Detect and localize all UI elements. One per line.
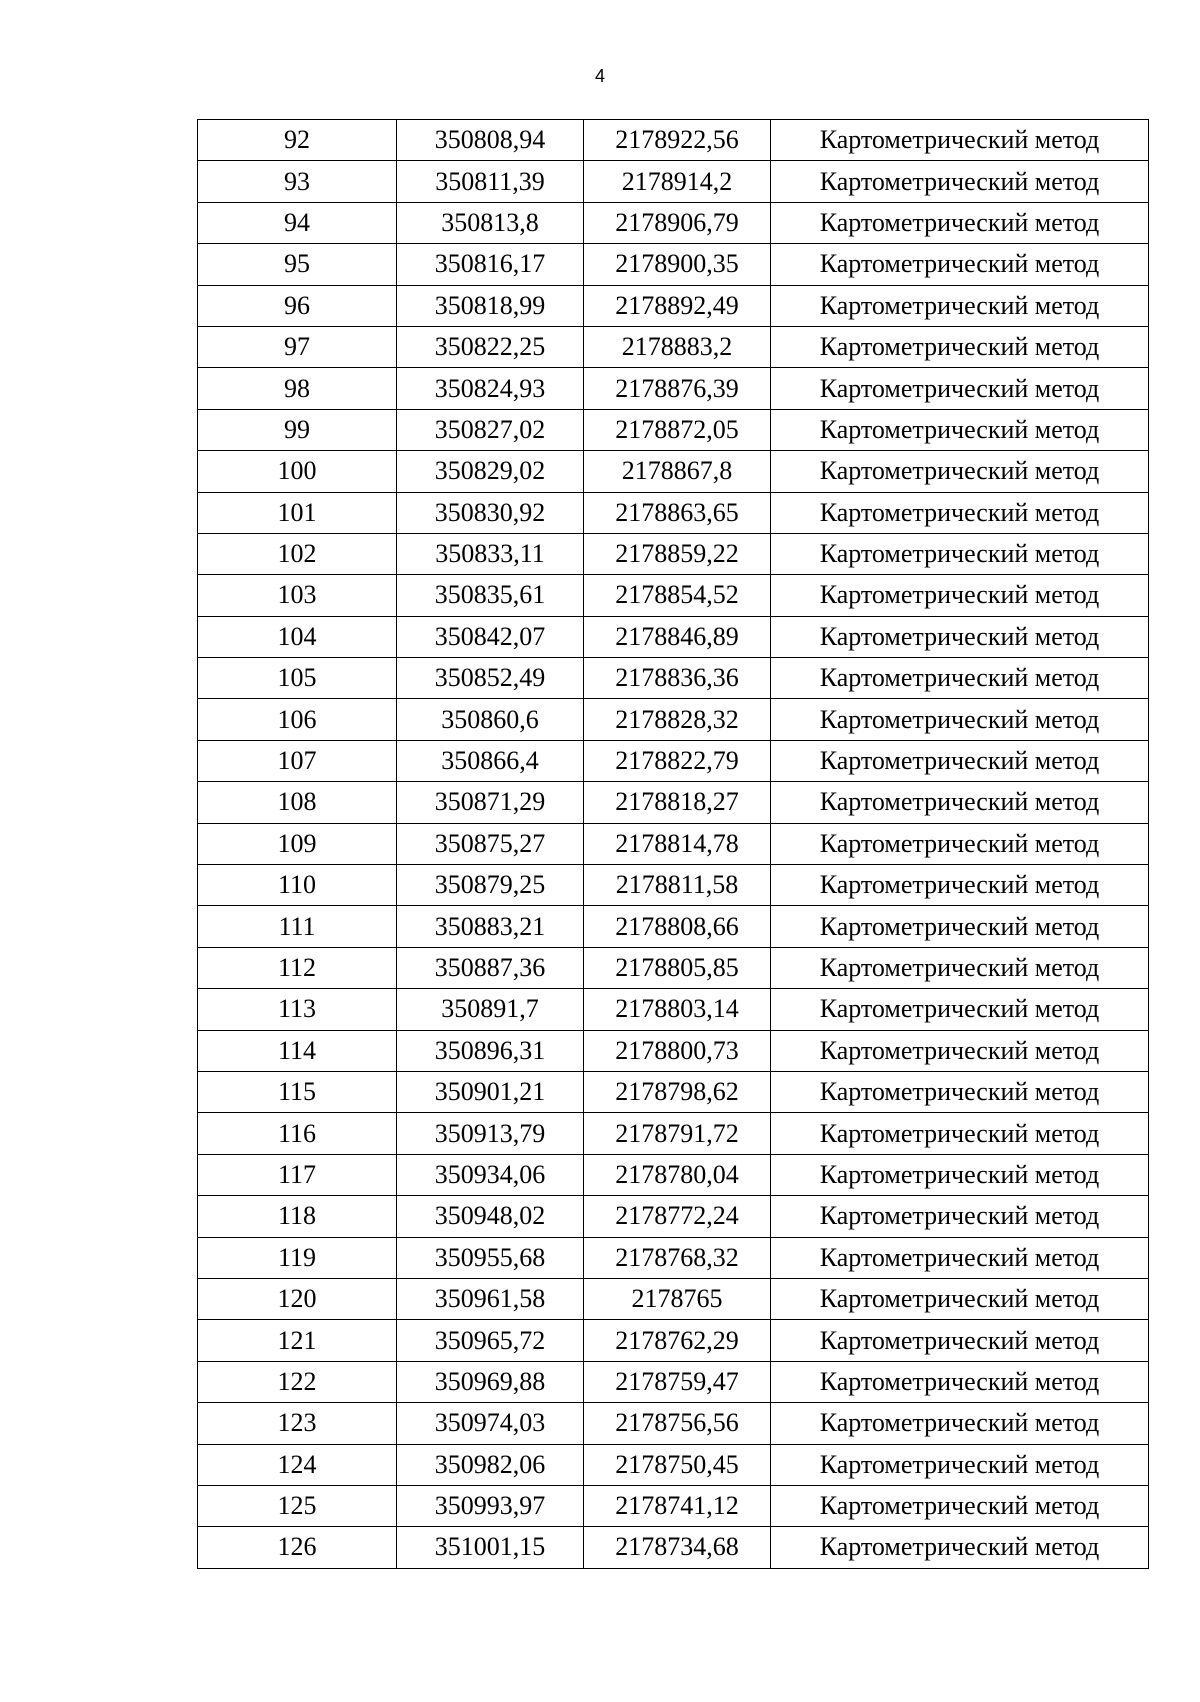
x-coordinate-cell: 350913,79 (397, 1113, 584, 1154)
method-cell: Картометрический метод (771, 658, 1149, 699)
table-row (198, 533, 1149, 574)
table-row (198, 782, 1149, 823)
table-row (198, 823, 1149, 864)
point-number-cell: 104 (198, 616, 397, 657)
table-row (198, 575, 1149, 616)
point-number-cell: 114 (198, 1030, 397, 1071)
y-coordinate-cell: 2178867,8 (584, 451, 771, 492)
method-cell: Картометрический метод (771, 1196, 1149, 1237)
y-coordinate-cell: 2178808,66 (584, 906, 771, 947)
table-row (198, 658, 1149, 699)
x-coordinate-cell: 350842,07 (397, 616, 584, 657)
method-cell: Картометрический метод (771, 616, 1149, 657)
x-coordinate-cell: 350871,29 (397, 782, 584, 823)
method-cell: Картометрический метод (771, 492, 1149, 533)
table-row (198, 368, 1149, 409)
y-coordinate-cell: 2178876,39 (584, 368, 771, 409)
method-cell: Картометрический метод (771, 1527, 1149, 1568)
method-cell: Картометрический метод (771, 1071, 1149, 1112)
x-coordinate-cell: 350948,02 (397, 1196, 584, 1237)
table-row (198, 1403, 1149, 1444)
x-coordinate-cell: 350816,17 (397, 244, 584, 285)
x-coordinate-cell: 350875,27 (397, 823, 584, 864)
point-number-cell: 101 (198, 492, 397, 533)
table-row (198, 202, 1149, 243)
y-coordinate-cell: 2178883,2 (584, 326, 771, 367)
table-row (198, 947, 1149, 988)
x-coordinate-cell: 350993,97 (397, 1485, 584, 1526)
method-cell: Картометрический метод (771, 1485, 1149, 1526)
x-coordinate-cell: 350969,88 (397, 1361, 584, 1402)
method-cell: Картометрический метод (771, 989, 1149, 1030)
y-coordinate-cell: 2178836,36 (584, 658, 771, 699)
x-coordinate-cell: 350891,7 (397, 989, 584, 1030)
y-coordinate-cell: 2178741,12 (584, 1485, 771, 1526)
point-number-cell: 126 (198, 1527, 397, 1568)
x-coordinate-cell: 350830,92 (397, 492, 584, 533)
y-coordinate-cell: 2178872,05 (584, 409, 771, 450)
x-coordinate-cell: 350852,49 (397, 658, 584, 699)
point-number-cell: 98 (198, 368, 397, 409)
coordinates-table (197, 119, 1149, 1569)
y-coordinate-cell: 2178822,79 (584, 740, 771, 781)
method-cell: Картометрический метод (771, 1030, 1149, 1071)
table-row (198, 120, 1149, 161)
table-row (198, 1444, 1149, 1485)
table-row (198, 451, 1149, 492)
method-cell: Картометрический метод (771, 823, 1149, 864)
table-row (198, 409, 1149, 450)
point-number-cell: 110 (198, 865, 397, 906)
x-coordinate-cell: 350824,93 (397, 368, 584, 409)
table-row (198, 699, 1149, 740)
x-coordinate-cell: 351001,15 (397, 1527, 584, 1568)
point-number-cell: 105 (198, 658, 397, 699)
method-cell: Картометрический метод (771, 1361, 1149, 1402)
point-number-cell: 92 (198, 120, 397, 161)
table-row (198, 740, 1149, 781)
y-coordinate-cell: 2178818,27 (584, 782, 771, 823)
x-coordinate-cell: 350901,21 (397, 1071, 584, 1112)
table-row (198, 1320, 1149, 1361)
y-coordinate-cell: 2178750,45 (584, 1444, 771, 1485)
table-row (198, 1113, 1149, 1154)
table-row (198, 1196, 1149, 1237)
y-coordinate-cell: 2178906,79 (584, 202, 771, 243)
point-number-cell: 108 (198, 782, 397, 823)
y-coordinate-cell: 2178762,29 (584, 1320, 771, 1361)
method-cell: Картометрический метод (771, 699, 1149, 740)
method-cell: Картометрический метод (771, 409, 1149, 450)
x-coordinate-cell: 350883,21 (397, 906, 584, 947)
table-row (198, 244, 1149, 285)
method-cell: Картометрический метод (771, 1403, 1149, 1444)
x-coordinate-cell: 350955,68 (397, 1237, 584, 1278)
table-row (198, 1278, 1149, 1319)
point-number-cell: 100 (198, 451, 397, 492)
point-number-cell: 103 (198, 575, 397, 616)
y-coordinate-cell: 2178863,65 (584, 492, 771, 533)
table-row (198, 161, 1149, 202)
method-cell: Картометрический метод (771, 285, 1149, 326)
y-coordinate-cell: 2178922,56 (584, 120, 771, 161)
x-coordinate-cell: 350961,58 (397, 1278, 584, 1319)
method-cell: Картометрический метод (771, 1278, 1149, 1319)
table-row (198, 1071, 1149, 1112)
y-coordinate-cell: 2178780,04 (584, 1154, 771, 1195)
table-row (198, 1361, 1149, 1402)
table-row (198, 1237, 1149, 1278)
point-number-cell: 120 (198, 1278, 397, 1319)
y-coordinate-cell: 2178791,72 (584, 1113, 771, 1154)
x-coordinate-cell: 350811,39 (397, 161, 584, 202)
method-cell: Картометрический метод (771, 947, 1149, 988)
y-coordinate-cell: 2178900,35 (584, 244, 771, 285)
table-row (198, 1527, 1149, 1568)
table-row (198, 906, 1149, 947)
method-cell: Картометрический метод (771, 120, 1149, 161)
x-coordinate-cell: 350833,11 (397, 533, 584, 574)
x-coordinate-cell: 350860,6 (397, 699, 584, 740)
table-row (198, 1154, 1149, 1195)
table-row (198, 865, 1149, 906)
method-cell: Картометрический метод (771, 1154, 1149, 1195)
y-coordinate-cell: 2178811,58 (584, 865, 771, 906)
point-number-cell: 107 (198, 740, 397, 781)
method-cell: Картометрический метод (771, 865, 1149, 906)
method-cell: Картометрический метод (771, 244, 1149, 285)
table-row (198, 285, 1149, 326)
method-cell: Картометрический метод (771, 740, 1149, 781)
method-cell: Картометрический метод (771, 368, 1149, 409)
point-number-cell: 123 (198, 1403, 397, 1444)
method-cell: Картометрический метод (771, 906, 1149, 947)
method-cell: Картометрический метод (771, 1237, 1149, 1278)
x-coordinate-cell: 350818,99 (397, 285, 584, 326)
point-number-cell: 106 (198, 699, 397, 740)
y-coordinate-cell: 2178854,52 (584, 575, 771, 616)
x-coordinate-cell: 350879,25 (397, 865, 584, 906)
y-coordinate-cell: 2178803,14 (584, 989, 771, 1030)
y-coordinate-cell: 2178768,32 (584, 1237, 771, 1278)
x-coordinate-cell: 350887,36 (397, 947, 584, 988)
y-coordinate-cell: 2178756,56 (584, 1403, 771, 1444)
y-coordinate-cell: 2178734,68 (584, 1527, 771, 1568)
point-number-cell: 117 (198, 1154, 397, 1195)
table-row (198, 492, 1149, 533)
x-coordinate-cell: 350965,72 (397, 1320, 584, 1361)
point-number-cell: 111 (198, 906, 397, 947)
point-number-cell: 94 (198, 202, 397, 243)
y-coordinate-cell: 2178814,78 (584, 823, 771, 864)
point-number-cell: 115 (198, 1071, 397, 1112)
point-number-cell: 119 (198, 1237, 397, 1278)
point-number-cell: 93 (198, 161, 397, 202)
method-cell: Картометрический метод (771, 782, 1149, 823)
y-coordinate-cell: 2178892,49 (584, 285, 771, 326)
point-number-cell: 118 (198, 1196, 397, 1237)
table-row (198, 326, 1149, 367)
table-row (198, 1485, 1149, 1526)
point-number-cell: 99 (198, 409, 397, 450)
y-coordinate-cell: 2178772,24 (584, 1196, 771, 1237)
method-cell: Картометрический метод (771, 451, 1149, 492)
method-cell: Картометрический метод (771, 575, 1149, 616)
coordinates-table-body (198, 120, 1149, 1569)
point-number-cell: 109 (198, 823, 397, 864)
y-coordinate-cell: 2178765 (584, 1278, 771, 1319)
x-coordinate-cell: 350813,8 (397, 202, 584, 243)
point-number-cell: 116 (198, 1113, 397, 1154)
point-number-cell: 97 (198, 326, 397, 367)
x-coordinate-cell: 350808,94 (397, 120, 584, 161)
point-number-cell: 113 (198, 989, 397, 1030)
table-row (198, 616, 1149, 657)
y-coordinate-cell: 2178800,73 (584, 1030, 771, 1071)
y-coordinate-cell: 2178914,2 (584, 161, 771, 202)
method-cell: Картометрический метод (771, 1113, 1149, 1154)
x-coordinate-cell: 350829,02 (397, 451, 584, 492)
y-coordinate-cell: 2178859,22 (584, 533, 771, 574)
page-number: 4 (594, 66, 605, 86)
x-coordinate-cell: 350835,61 (397, 575, 584, 616)
y-coordinate-cell: 2178759,47 (584, 1361, 771, 1402)
x-coordinate-cell: 350934,06 (397, 1154, 584, 1195)
method-cell: Картометрический метод (771, 533, 1149, 574)
point-number-cell: 102 (198, 533, 397, 574)
y-coordinate-cell: 2178798,62 (584, 1071, 771, 1112)
y-coordinate-cell: 2178828,32 (584, 699, 771, 740)
x-coordinate-cell: 350866,4 (397, 740, 584, 781)
point-number-cell: 122 (198, 1361, 397, 1402)
point-number-cell: 95 (198, 244, 397, 285)
table-row (198, 989, 1149, 1030)
point-number-cell: 96 (198, 285, 397, 326)
method-cell: Картометрический метод (771, 161, 1149, 202)
x-coordinate-cell: 350974,03 (397, 1403, 584, 1444)
y-coordinate-cell: 2178805,85 (584, 947, 771, 988)
x-coordinate-cell: 350822,25 (397, 326, 584, 367)
method-cell: Картометрический метод (771, 326, 1149, 367)
method-cell: Картометрический метод (771, 1320, 1149, 1361)
table-row (198, 1030, 1149, 1071)
method-cell: Картометрический метод (771, 1444, 1149, 1485)
point-number-cell: 125 (198, 1485, 397, 1526)
x-coordinate-cell: 350896,31 (397, 1030, 584, 1071)
x-coordinate-cell: 350982,06 (397, 1444, 584, 1485)
point-number-cell: 121 (198, 1320, 397, 1361)
method-cell: Картометрический метод (771, 202, 1149, 243)
point-number-cell: 112 (198, 947, 397, 988)
point-number-cell: 124 (198, 1444, 397, 1485)
x-coordinate-cell: 350827,02 (397, 409, 584, 450)
y-coordinate-cell: 2178846,89 (584, 616, 771, 657)
